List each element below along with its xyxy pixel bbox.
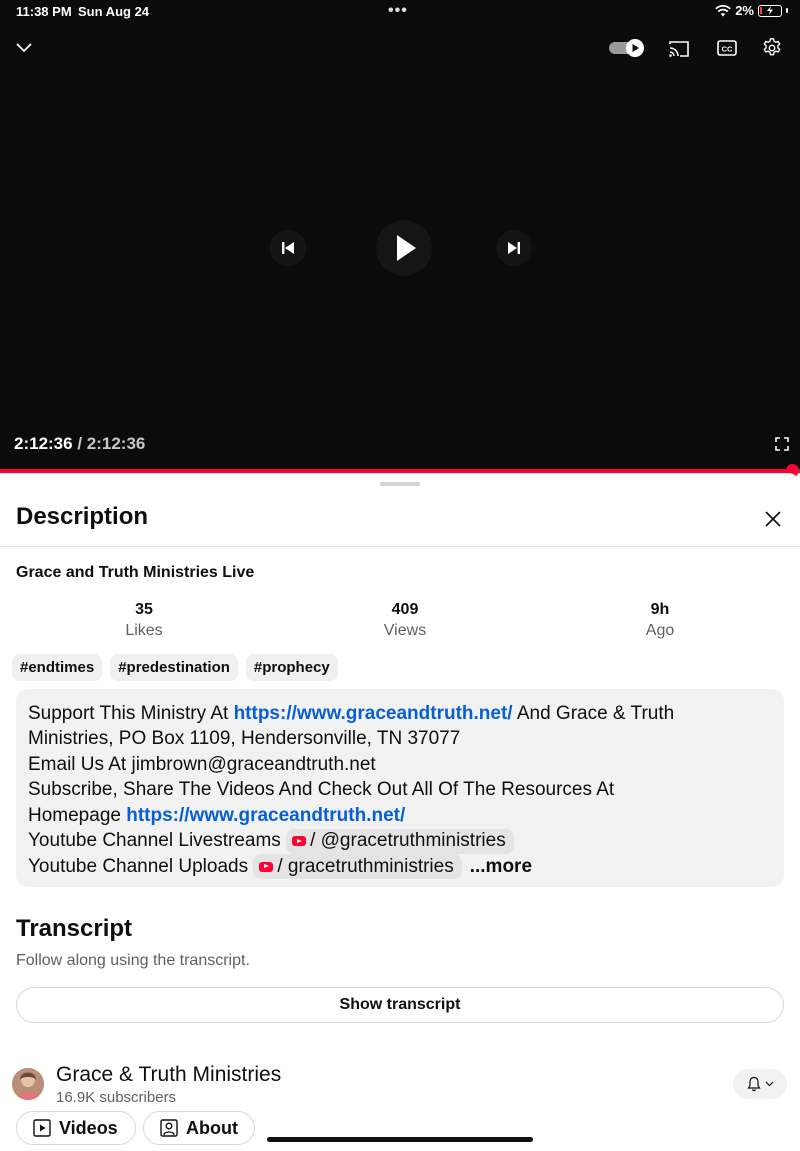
play-icon[interactable] bbox=[376, 220, 432, 276]
description-text: Email Us At jimbrown@graceandtruth.net bbox=[28, 753, 376, 775]
svg-text:CC: CC bbox=[721, 44, 733, 54]
description-text: Ministries, PO Box 1109, Hendersonville, TN 37077 bbox=[28, 728, 461, 750]
uploads-channel-chip[interactable] bbox=[253, 854, 461, 879]
description-text: And Grace & Truth bbox=[512, 703, 675, 724]
hashtag-chip[interactable]: #predestination bbox=[110, 654, 238, 681]
description-text: Subscribe, Share The Videos And Check Out All Of The Resources At bbox=[28, 779, 615, 801]
settings-icon[interactable] bbox=[760, 36, 784, 60]
likes-stat bbox=[74, 601, 214, 640]
about-button[interactable] bbox=[143, 1111, 255, 1145]
likes-count: 35 bbox=[135, 601, 153, 618]
transcript-heading: Transcript bbox=[16, 915, 133, 942]
wifi-icon bbox=[715, 5, 731, 17]
views-label: Views bbox=[383, 622, 427, 639]
livestreams-channel-chip[interactable] bbox=[286, 829, 514, 854]
description-sheet bbox=[0, 473, 800, 1151]
description-text: Homepage bbox=[28, 804, 127, 826]
more-link[interactable]: ...more bbox=[469, 855, 533, 877]
website-link[interactable]: https://www.graceandtruth.net/ bbox=[233, 703, 513, 724]
homepage-link[interactable]: https://www.graceandtruth.net/ bbox=[126, 804, 406, 826]
status-date: Sun Aug 24 bbox=[78, 4, 150, 19]
description-heading: Description bbox=[16, 503, 149, 530]
description-text: Support This Ministry At bbox=[28, 703, 234, 724]
person-icon bbox=[160, 1119, 178, 1137]
total-time: 2:12:36 bbox=[86, 434, 146, 453]
age-stat bbox=[590, 601, 730, 640]
subscriber-count: 16.9K subscribers bbox=[56, 1089, 177, 1106]
close-icon[interactable] bbox=[760, 506, 786, 532]
video-title: Grace and Truth Ministries Live bbox=[16, 564, 255, 581]
bell-icon bbox=[747, 1076, 761, 1092]
age-value: 9h bbox=[650, 601, 670, 618]
multitasking-dots[interactable]: ••• bbox=[388, 2, 408, 19]
status-time: 11:38 PM bbox=[16, 4, 72, 19]
channel-name[interactable]: Grace & Truth Ministries bbox=[56, 1063, 282, 1086]
likes-label: Likes bbox=[125, 622, 163, 639]
video-player[interactable] bbox=[0, 0, 800, 472]
chip-label: / @gracetruthministries bbox=[310, 830, 506, 852]
transcript-subtitle: Follow along using the transcript. bbox=[16, 952, 250, 969]
play-square-icon bbox=[33, 1119, 51, 1137]
time-separator: / bbox=[72, 434, 87, 453]
views-stat bbox=[335, 601, 475, 640]
views-count: 409 bbox=[391, 601, 419, 618]
next-icon[interactable] bbox=[496, 230, 532, 266]
battery-icon bbox=[758, 5, 782, 17]
notification-bell-button[interactable] bbox=[733, 1069, 787, 1099]
home-indicator[interactable] bbox=[267, 1137, 533, 1142]
videos-label: Videos bbox=[59, 1117, 118, 1138]
video-stats bbox=[0, 601, 800, 645]
previous-icon[interactable] bbox=[270, 230, 306, 266]
hashtag-chip[interactable]: #prophecy bbox=[246, 654, 338, 681]
divider bbox=[0, 546, 800, 547]
chevron-down-icon[interactable] bbox=[12, 36, 36, 60]
chevron-down-icon bbox=[765, 1081, 774, 1087]
captions-icon[interactable] bbox=[716, 38, 738, 58]
hashtag-chip[interactable]: #endtimes bbox=[12, 654, 102, 681]
show-transcript-button[interactable]: Show transcript bbox=[16, 987, 784, 1023]
fullscreen-icon[interactable] bbox=[771, 433, 793, 455]
battery-percent: 2% bbox=[735, 3, 754, 18]
current-time: 2:12:36 bbox=[14, 434, 73, 453]
description-body[interactable] bbox=[16, 689, 784, 887]
hashtag-list bbox=[12, 654, 338, 681]
time-readout bbox=[14, 434, 145, 454]
youtube-icon bbox=[292, 836, 306, 846]
youtube-icon bbox=[259, 862, 273, 872]
chip-label: / gracetruthministries bbox=[277, 855, 454, 877]
cast-icon[interactable] bbox=[667, 37, 691, 61]
videos-button[interactable] bbox=[16, 1111, 136, 1145]
status-bar bbox=[0, 0, 800, 24]
age-label: Ago bbox=[645, 622, 675, 639]
autoplay-toggle[interactable] bbox=[609, 38, 645, 58]
channel-avatar[interactable] bbox=[12, 1068, 44, 1100]
about-label: About bbox=[186, 1117, 238, 1138]
sheet-grabber[interactable] bbox=[380, 482, 420, 486]
description-text: Youtube Channel Uploads bbox=[28, 855, 254, 877]
description-text: Youtube Channel Livestreams bbox=[28, 830, 287, 852]
